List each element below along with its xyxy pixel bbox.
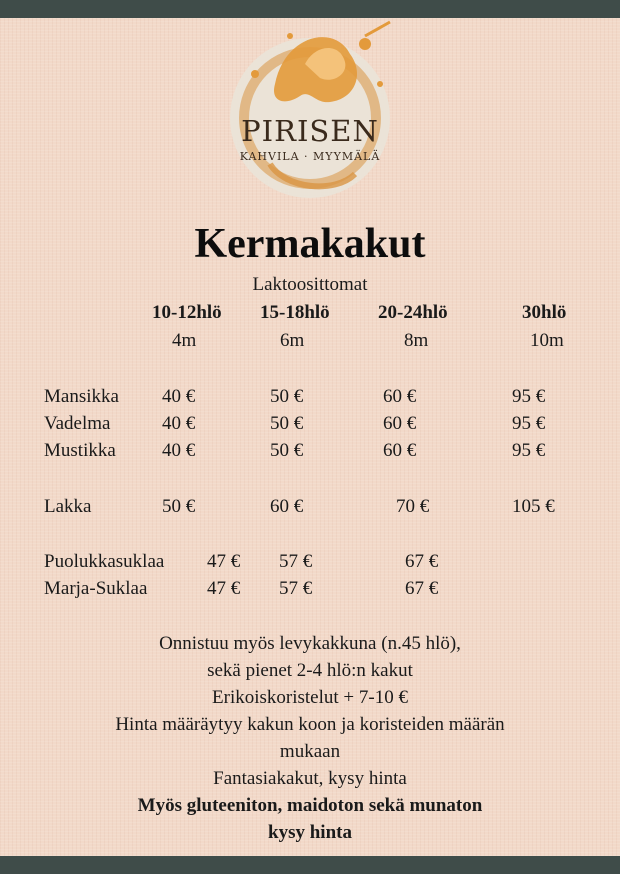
cake-price: 67 € xyxy=(405,551,439,572)
bold-note-line: kysy hinta xyxy=(268,822,352,843)
cake-price: 47 € xyxy=(207,578,241,599)
cake-price: 95 € xyxy=(512,413,546,434)
cake-name: Mustikka xyxy=(44,440,116,461)
cake-price: 60 € xyxy=(270,496,304,517)
cake-price: 60 € xyxy=(383,386,417,407)
cake-name: Mansikka xyxy=(44,386,119,407)
splash-drop xyxy=(359,38,371,50)
page-title: Kermakakut xyxy=(194,221,426,267)
page-subtitle: Laktoosittomat xyxy=(252,274,368,295)
size-header: 15-18hlö xyxy=(260,302,330,323)
size-diameter: 4m xyxy=(172,330,197,351)
splash-drop xyxy=(287,33,293,39)
bold-note-line: Myös gluteeniton, maidoton sekä munaton xyxy=(137,795,483,816)
size-diameter: 8m xyxy=(404,330,429,351)
notes-section xyxy=(0,630,620,846)
size-diameter: 10m xyxy=(530,330,564,351)
cake-price: 50 € xyxy=(270,440,304,461)
cake-price: 40 € xyxy=(162,440,196,461)
coffee-splash-logo-graphic xyxy=(215,14,405,200)
cake-price: 57 € xyxy=(279,551,313,572)
note-line: Fantasiakakut, kysy hinta xyxy=(213,768,407,789)
cake-price: 60 € xyxy=(383,440,417,461)
cake-price: 50 € xyxy=(270,413,304,434)
note-line: sekä pienet 2-4 hlö:n kakut xyxy=(207,660,413,681)
size-diameter: 6m xyxy=(280,330,305,351)
cake-price: 50 € xyxy=(162,496,196,517)
cake-price: 67 € xyxy=(405,578,439,599)
cake-price: 95 € xyxy=(512,386,546,407)
size-header: 10-12hlö xyxy=(152,302,222,323)
cake-price: 40 € xyxy=(162,386,196,407)
size-header: 30hlö xyxy=(522,302,567,323)
note-line: Onnistuu myös levykakkuna (n.45 hlö), xyxy=(159,633,461,654)
menu-page xyxy=(0,18,620,856)
cake-price: 95 € xyxy=(512,440,546,461)
note-line: Erikoiskoristelut + 7-10 € xyxy=(212,687,408,708)
logo-name: PIRISEN xyxy=(241,114,379,148)
note-line: mukaan xyxy=(279,741,341,762)
note-line: Hinta määräytyy kakun koon ja koristeiden määrän xyxy=(115,714,505,735)
cake-price: 60 € xyxy=(383,413,417,434)
cake-price: 105 € xyxy=(512,496,555,517)
cake-name: Marja-Suklaa xyxy=(44,578,148,599)
cake-price: 70 € xyxy=(396,496,430,517)
cake-name: Vadelma xyxy=(44,413,111,434)
cake-price: 50 € xyxy=(270,386,304,407)
cake-name: Puolukkasuklaa xyxy=(44,551,165,572)
cake-name: Lakka xyxy=(44,496,92,517)
splash-drop xyxy=(251,70,259,78)
cake-price: 40 € xyxy=(162,413,196,434)
splash-drop xyxy=(377,81,383,87)
cake-price: 47 € xyxy=(207,551,241,572)
size-header: 20-24hlö xyxy=(378,302,448,323)
pirisen-logo xyxy=(215,14,405,200)
cake-price: 57 € xyxy=(279,578,313,599)
splash-streak xyxy=(365,22,390,36)
logo-subtitle: KAHVILA · MYYMÄLÄ xyxy=(239,150,381,163)
